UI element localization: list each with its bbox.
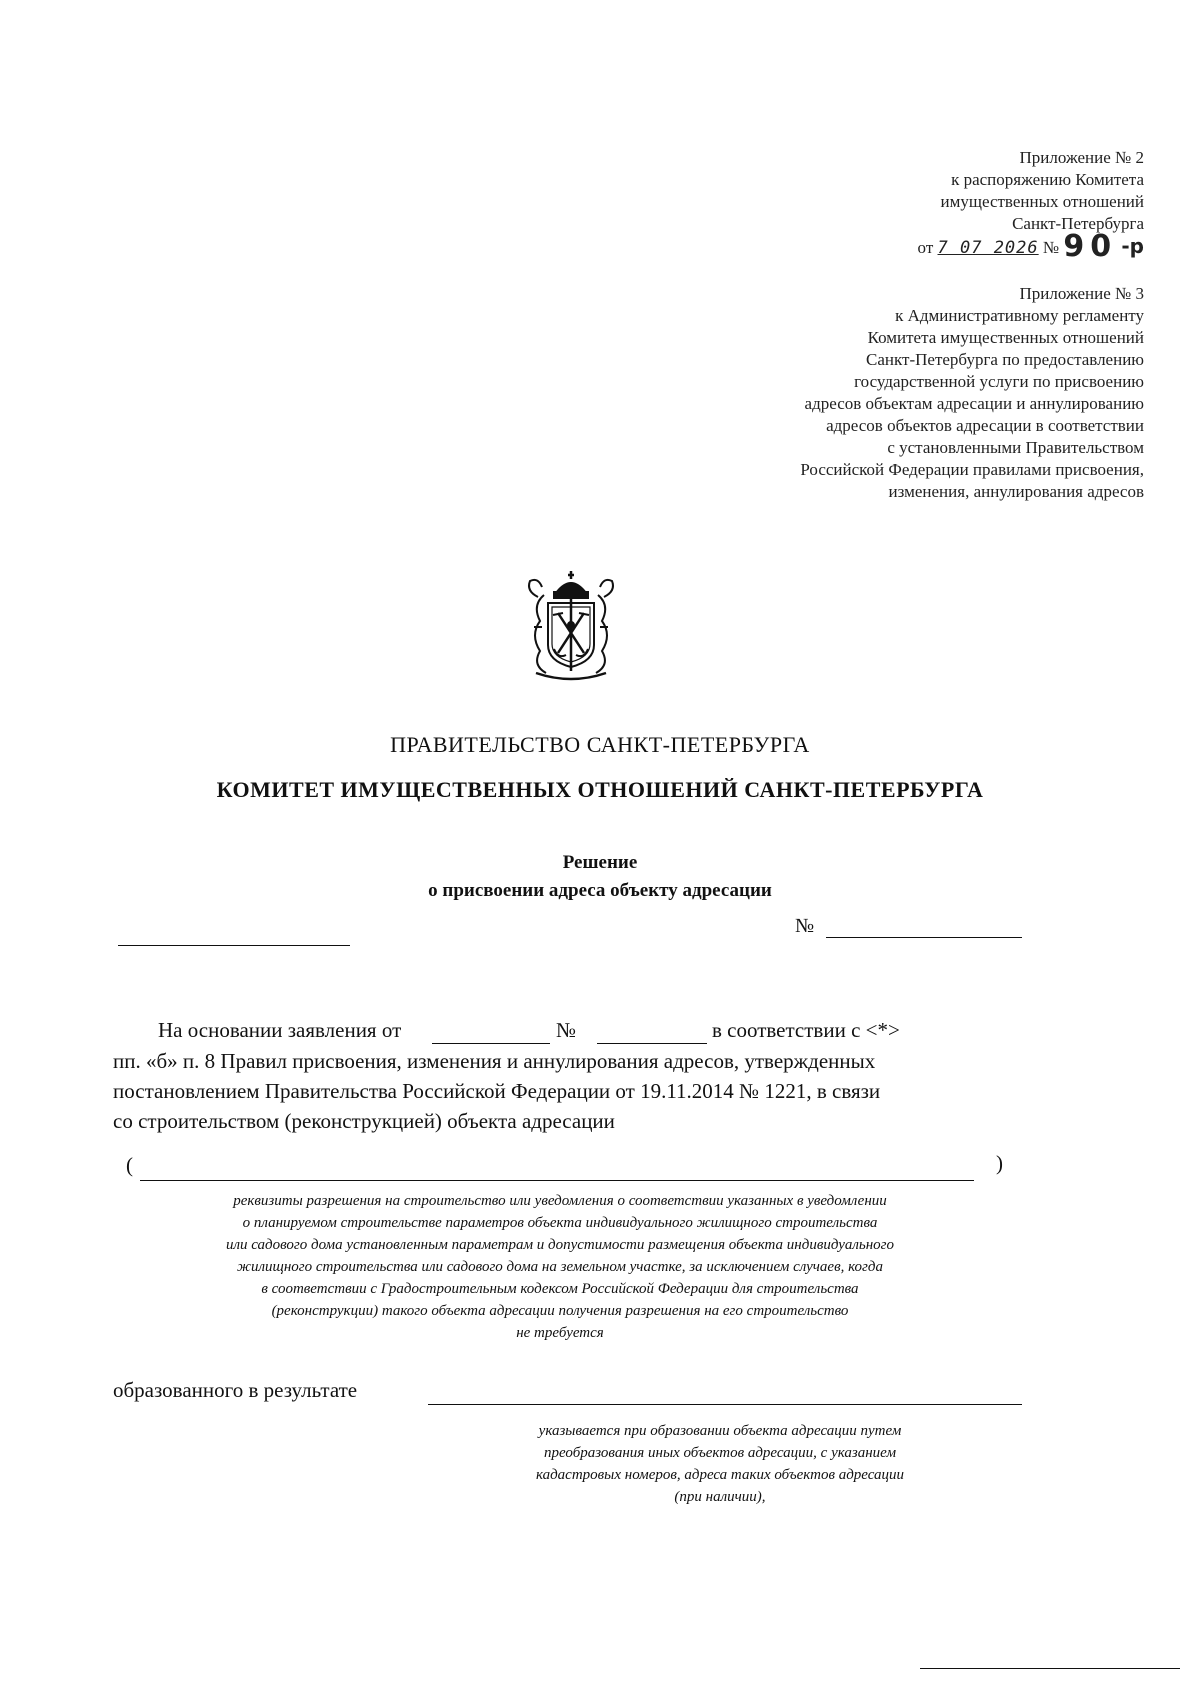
body-text-line: постановлением Правительства Российской Федерации от 19.11.2014 № 1221, в связи	[113, 1079, 881, 1103]
government-name: ПРАВИТЕЛЬСТВО САНКТ-ПЕТЕРБУРГА	[390, 732, 810, 757]
hint-line: не требуется	[516, 1325, 604, 1341]
appendix-3-line: Комитета имущественных отношений	[867, 328, 1144, 347]
formed-as-result-label: образованного в результате	[113, 1378, 358, 1402]
appendix-3-block	[800, 283, 1144, 503]
order-reference	[917, 229, 1144, 264]
application-number-blank[interactable]	[597, 1043, 707, 1044]
decision-date-blank[interactable]	[118, 945, 350, 946]
body-text-line: со строительством (реконструкцией) объекта адресации	[113, 1109, 615, 1133]
formation-details-blank[interactable]	[428, 1404, 1022, 1405]
hint-line: преобразования иных объектов адресации, с указанием	[543, 1445, 897, 1461]
hint-line: реквизиты разрешения на строительство или уведомления о соответствии указанных в уведомлении	[233, 1193, 887, 1209]
order-date: 7 07 2026	[937, 238, 1039, 258]
appendix-3-line: Российской Федерации правилами присвоения,	[800, 460, 1144, 479]
footnote-separator	[920, 1668, 1180, 1669]
hint-line: кадастровых номеров, адреса таких объектов адресации	[535, 1467, 905, 1483]
appendix-2-line: к распоряжению Комитета	[951, 170, 1144, 189]
close-parenthesis: )	[996, 1151, 1003, 1175]
appendix-2-line: Санкт-Петербурга	[1012, 214, 1144, 233]
hint-line: (при наличии),	[674, 1489, 766, 1505]
appendix-2-line: имущественных отношений	[940, 192, 1144, 211]
hint-line: (реконструкции) такого объекта адресации получения разрешения на его строительство	[271, 1303, 849, 1319]
hint-line: или садового дома установленным параметрам и допустимости размещения объекта индивидуального	[225, 1237, 895, 1253]
order-number: 90	[1063, 229, 1118, 264]
order-number-label: №	[1042, 238, 1060, 257]
appendix-3-line: с установленными Правительством	[887, 438, 1144, 457]
appendix-2-title: Приложение № 2	[1019, 148, 1144, 167]
permit-requisites-blank[interactable]	[140, 1180, 974, 1181]
formation-details-hint	[440, 1420, 1000, 1508]
appendix-3-line: адресов объектам адресации и аннулированию	[804, 394, 1144, 413]
hint-line: о планируемом строительстве параметров объекта индивидуального жилищного строительства	[242, 1215, 878, 1231]
decision-subtitle: о присвоении адреса объекту адресации	[428, 880, 772, 901]
in-accordance-text: в соответствии с <*>	[712, 1018, 900, 1042]
open-parenthesis: (	[126, 1153, 133, 1177]
application-basis-text: На основании заявления от	[158, 1018, 402, 1042]
hint-line: в соответствии с Градостроительным кодексом Российской Федерации для строительства	[261, 1281, 859, 1297]
permit-requisites-hint	[110, 1190, 1010, 1344]
appendix-3-line: к Административному регламенту	[895, 306, 1144, 325]
hint-line: указывается при образовании объекта адресации путем	[538, 1423, 902, 1439]
decision-title: Решение	[562, 852, 638, 873]
committee-name: КОМИТЕТ ИМУЩЕСТВЕННЫХ ОТНОШЕНИЙ САНКТ-ПЕТЕРБУРГА	[216, 777, 984, 802]
appendix-3-title: Приложение № 3	[1019, 284, 1144, 303]
order-prefix: от	[917, 238, 934, 257]
application-date-blank[interactable]	[432, 1043, 550, 1044]
appendix-3-line: Санкт-Петербурга по предоставлению	[866, 350, 1144, 369]
hint-line: жилищного строительства или садового дома на земельном участке, за исключением случаев, когда	[237, 1259, 883, 1275]
decision-number-label: №	[795, 915, 815, 937]
appendix-3-line: изменения, аннулирования адресов	[888, 482, 1144, 501]
appendix-3-line: государственной услуги по присвоению	[854, 372, 1144, 391]
appendix-3-line: адресов объектов адресации в соответствии	[826, 416, 1144, 435]
application-number-label: №	[556, 1018, 577, 1042]
order-suffix: -р	[1121, 234, 1144, 258]
decision-number-blank[interactable]	[826, 937, 1022, 938]
coat-of-arms-emblem	[518, 565, 624, 681]
appendix-2-block	[917, 147, 1144, 264]
body-text-line: пп. «б» п. 8 Правил присвоения, изменения и аннулирования адресов, утвержденных	[113, 1049, 876, 1073]
